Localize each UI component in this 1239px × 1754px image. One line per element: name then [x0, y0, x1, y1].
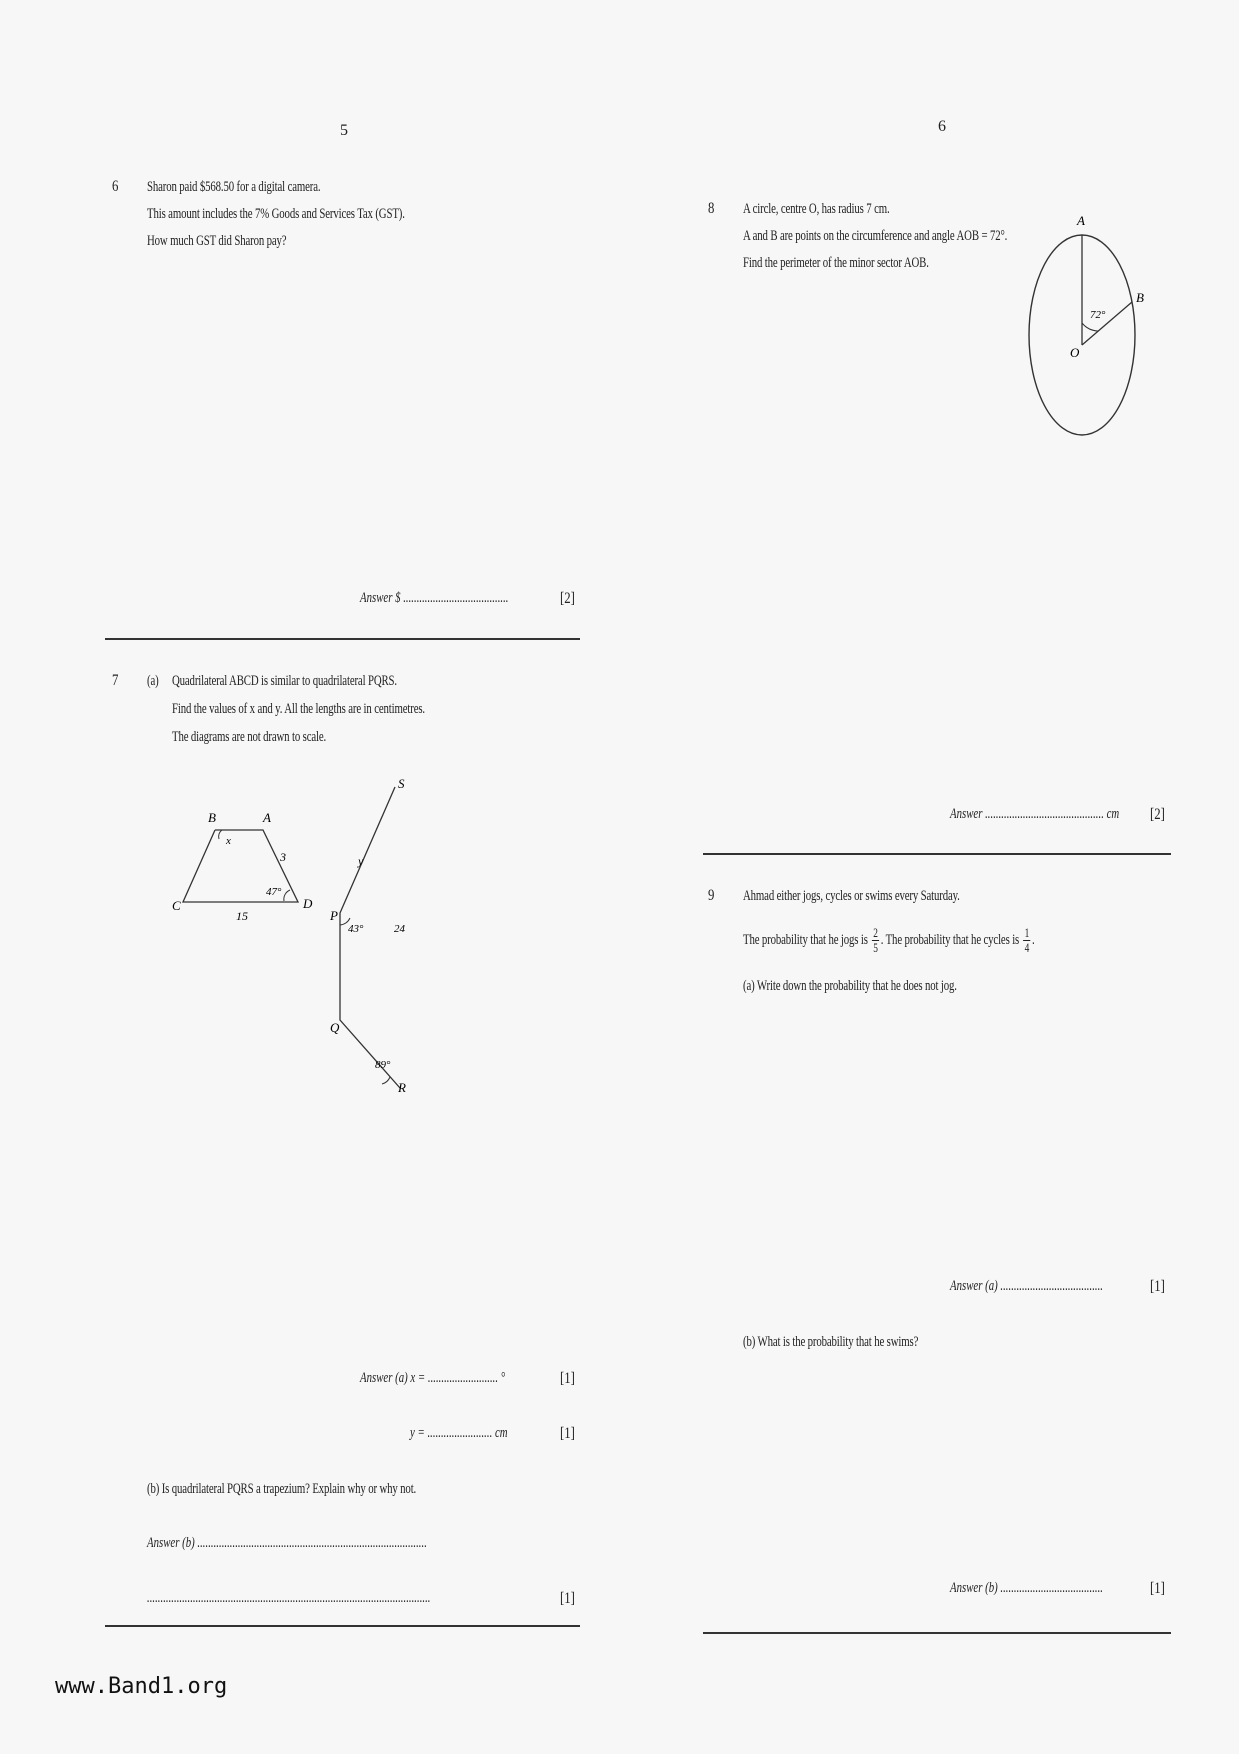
label-B: B	[1136, 290, 1144, 305]
watermark: www.Band1.org	[55, 1674, 228, 1699]
answer-line: Answer ............................................ cm	[950, 806, 1120, 822]
question-text: (b) What is the probability that he swims?	[743, 1334, 919, 1350]
answer-line: y = ........................ cm	[410, 1425, 508, 1441]
question-number: 7	[112, 672, 119, 689]
question-text: This amount includes the 7% Goods and Services Tax (GST).	[147, 206, 405, 222]
part-label: (a)	[147, 673, 159, 689]
label-43: 43°	[348, 923, 364, 935]
answer-line: Answer (a) ......................................	[950, 1278, 1103, 1294]
label-15: 15	[236, 909, 248, 923]
label-S: S	[398, 776, 405, 791]
divider	[105, 638, 580, 640]
marks: [1]	[560, 1590, 575, 1607]
label-B: B	[208, 810, 216, 825]
label-A: A	[263, 810, 271, 825]
label-y: y	[358, 854, 364, 868]
question-text: (a) Write down the probability that he does not jog.	[743, 978, 957, 994]
question-number: 8	[708, 200, 715, 217]
answer-line: .........................................................................................................	[147, 1590, 431, 1606]
label-P: P	[330, 908, 338, 923]
label-Q: Q	[330, 1020, 340, 1035]
label-C: C	[172, 898, 181, 913]
question-text: The probability that he jogs is	[743, 932, 868, 948]
question-text: .	[1031, 932, 1035, 948]
question-text: Find the values of x and y. All the lengths are in centimetres.	[172, 701, 425, 717]
question-text: The diagrams are not drawn to scale.	[172, 729, 327, 745]
question-text: Sharon paid $568.50 for a digital camera.	[147, 179, 321, 195]
answer-line: Answer (b) ......................................	[950, 1580, 1103, 1596]
question-text: A and B are points on the circumference and angle AOB = 72°.	[743, 228, 1008, 244]
circle-diagram	[1020, 205, 1170, 455]
question-text: Find the perimeter of the minor sector AOB.	[743, 255, 929, 271]
marks: [1]	[1150, 1580, 1165, 1597]
probability-line	[743, 922, 1035, 958]
question-text: . The probability that he cycles is	[880, 932, 1020, 948]
fraction	[1023, 926, 1030, 955]
label-47: 47°	[266, 886, 282, 898]
question-text: How much GST did Sharon pay?	[147, 233, 287, 249]
answer-line: Answer $ .......................................	[360, 590, 509, 606]
fraction-numerator: 1	[1024, 925, 1030, 941]
answer-line: Answer (a) x = .......................... °	[360, 1370, 506, 1386]
label-R: R	[398, 1080, 406, 1095]
divider	[105, 1625, 580, 1627]
marks: [1]	[1150, 1278, 1165, 1295]
page-number: 6	[938, 118, 946, 135]
marks: [2]	[560, 590, 575, 607]
label-72: 72°	[1090, 309, 1106, 321]
label-3: 3	[280, 850, 286, 864]
divider	[703, 1632, 1171, 1634]
divider	[703, 853, 1171, 855]
question-text: (b) Is quadrilateral PQRS a trapezium? Explain why or why not.	[147, 1481, 417, 1497]
question-text: A circle, centre O, has radius 7 cm.	[743, 201, 890, 217]
question-text: Ahmad either jogs, cycles or swims every Saturday.	[743, 888, 960, 904]
fraction-denominator: 4	[1024, 940, 1030, 956]
page-number: 5	[340, 122, 348, 139]
label-24: 24	[394, 923, 405, 935]
marks: [2]	[1150, 806, 1165, 823]
fraction-numerator: 2	[873, 925, 878, 941]
question-text: Quadrilateral ABCD is similar to quadrilateral PQRS.	[172, 673, 397, 689]
question-number: 6	[112, 178, 119, 195]
question-number: 9	[708, 887, 715, 904]
marks: [1]	[560, 1370, 575, 1387]
quadrilateral-diagram	[170, 770, 430, 1100]
marks: [1]	[560, 1425, 575, 1442]
fraction-denominator: 5	[873, 940, 878, 956]
label-A: A	[1077, 213, 1085, 228]
label-89: 89°	[375, 1059, 391, 1071]
fraction	[872, 926, 879, 955]
label-D: D	[303, 896, 313, 911]
answer-line: Answer (b) .....................................................................................	[147, 1535, 427, 1551]
label-O: O	[1070, 345, 1080, 360]
label-x: x	[226, 835, 231, 847]
